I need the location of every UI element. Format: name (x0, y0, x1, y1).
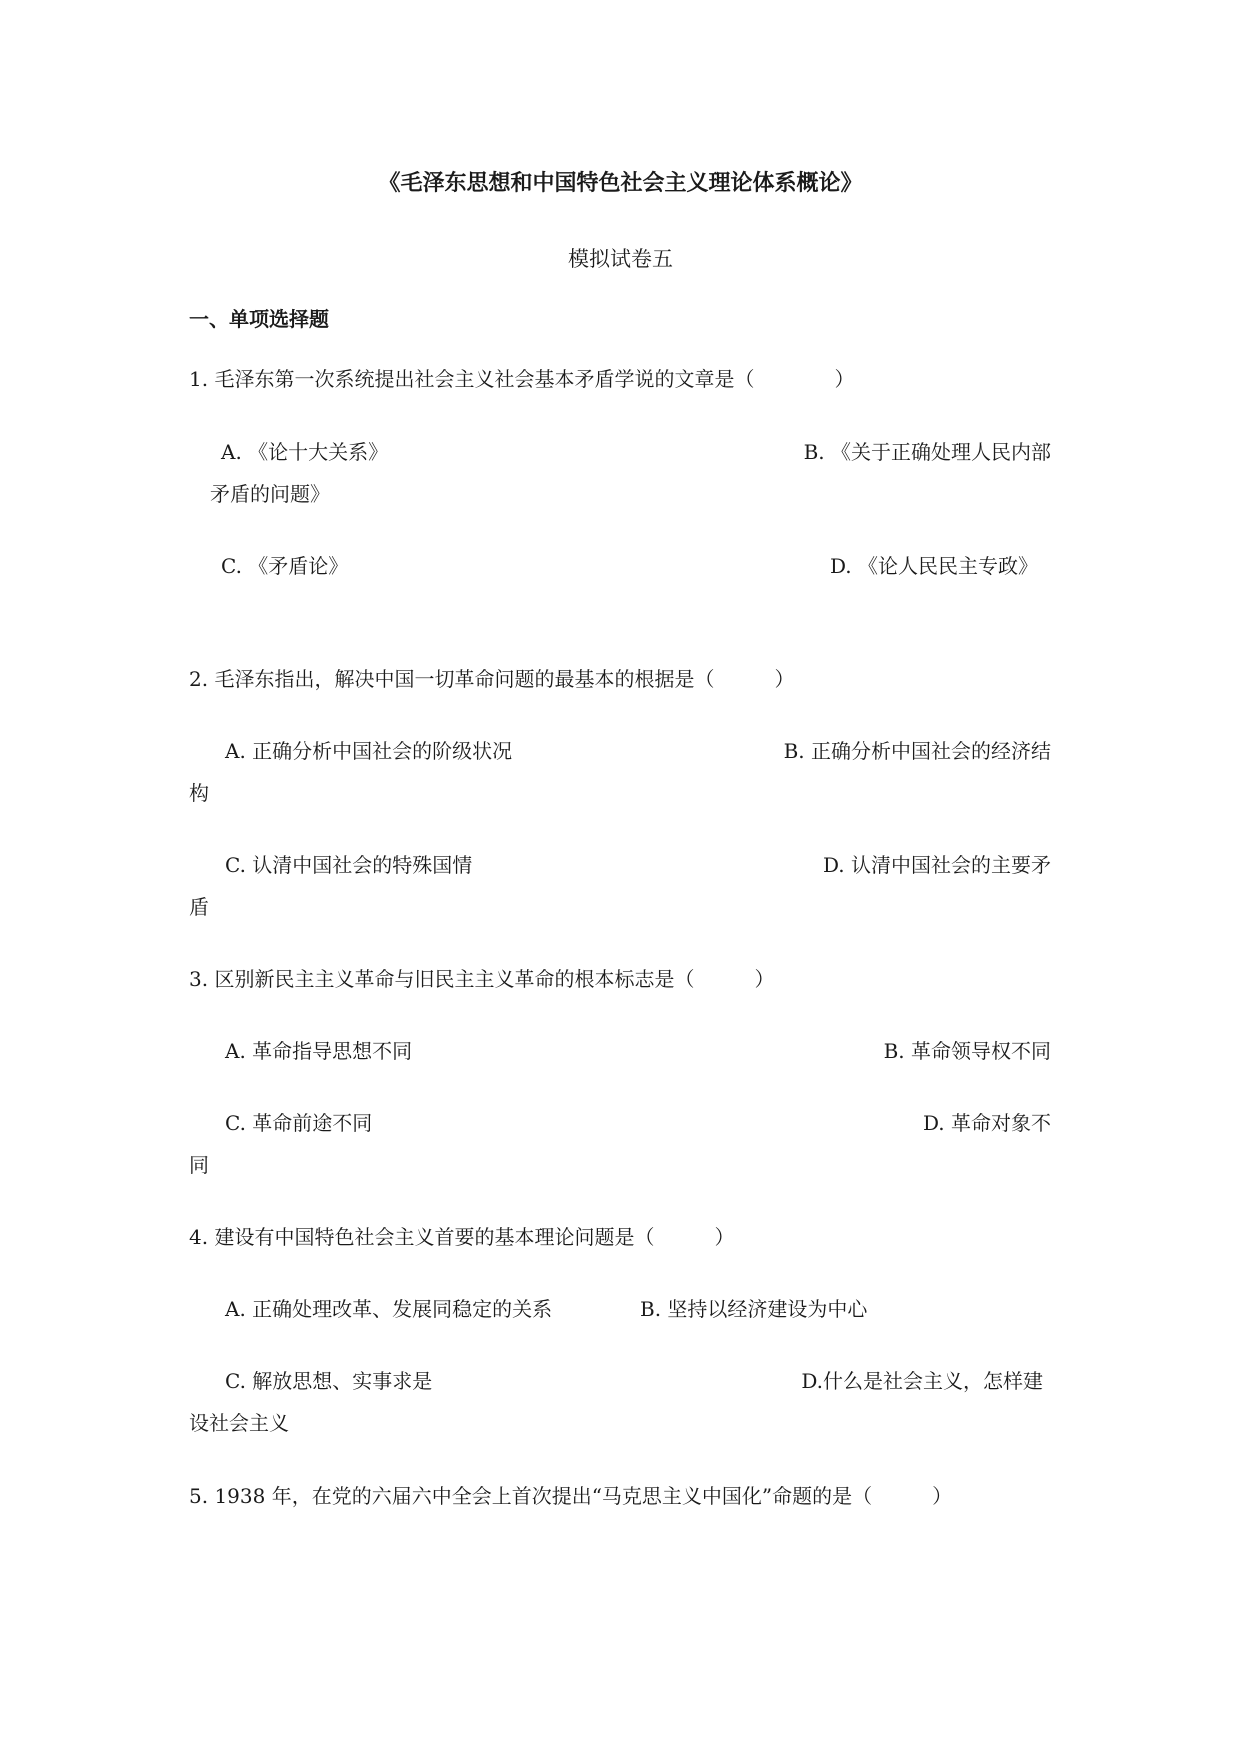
question-4-option-c: C. 解放思想、实事求是 (225, 1369, 433, 1393)
question-3-option-d-continued: 同 (189, 1153, 209, 1177)
question-1-option-a: A. 《论十大关系》 (221, 440, 389, 464)
question-3-option-a: A. 革命指导思想不同 (225, 1039, 413, 1063)
question-2-option-a: A. 正确分析中国社会的阶级状况 (225, 739, 513, 763)
question-4-option-d-continued: 设社会主义 (189, 1411, 289, 1435)
question-4-option-a: A. 正确处理改革、发展同稳定的关系 (225, 1297, 553, 1321)
question-3-option-c: C. 革命前途不同 (225, 1111, 373, 1135)
question-1-option-b-continued: 矛盾的问题》 (210, 482, 330, 506)
question-2-option-b-continued: 构 (189, 781, 209, 805)
question-3-stem: 3. 区别新民主主义革命与旧民主主义革命的根本标志是（ ） (189, 967, 775, 991)
section-heading: 一、单项选择题 (189, 307, 329, 331)
question-5-stem: 5. 1938 年，在党的六届六中全会上首次提出“马克思主义中国化”命题的是（ ） (189, 1484, 953, 1508)
question-1-option-c: C. 《矛盾论》 (221, 554, 349, 578)
question-4-stem: 4. 建设有中国特色社会主义首要的基本理论问题是（ ） (189, 1225, 735, 1249)
question-2-option-c: C. 认清中国社会的特殊国情 (225, 853, 473, 877)
question-1-option-d: D. 《论人民民主专政》 (829, 554, 1038, 578)
document-subtitle: 模拟试卷五 (568, 247, 673, 271)
question-4-option-b: B. 坚持以经济建设为中心 (640, 1297, 868, 1321)
document-title: 《毛泽东思想和中国特色社会主义理论体系概论》 (378, 171, 863, 196)
question-3-option-d: D. 革命对象不 (922, 1111, 1051, 1135)
question-1-option-b: B. 《关于正确处理人民内部 (803, 440, 1051, 464)
question-3-option-b: B. 革命领导权不同 (883, 1039, 1051, 1063)
question-2-option-d: D. 认清中国社会的主要矛 (822, 853, 1051, 877)
question-4-option-d: D.什么是社会主义，怎样建 (801, 1369, 1043, 1393)
question-2-option-d-continued: 盾 (189, 895, 209, 919)
question-2-option-b: B. 正确分析中国社会的经济结 (783, 739, 1051, 763)
question-2-stem: 2. 毛泽东指出，解决中国一切革命问题的最基本的根据是（ ） (189, 667, 795, 691)
question-1-stem: 1. 毛泽东第一次系统提出社会主义社会基本矛盾学说的文章是（ ） (189, 367, 855, 391)
